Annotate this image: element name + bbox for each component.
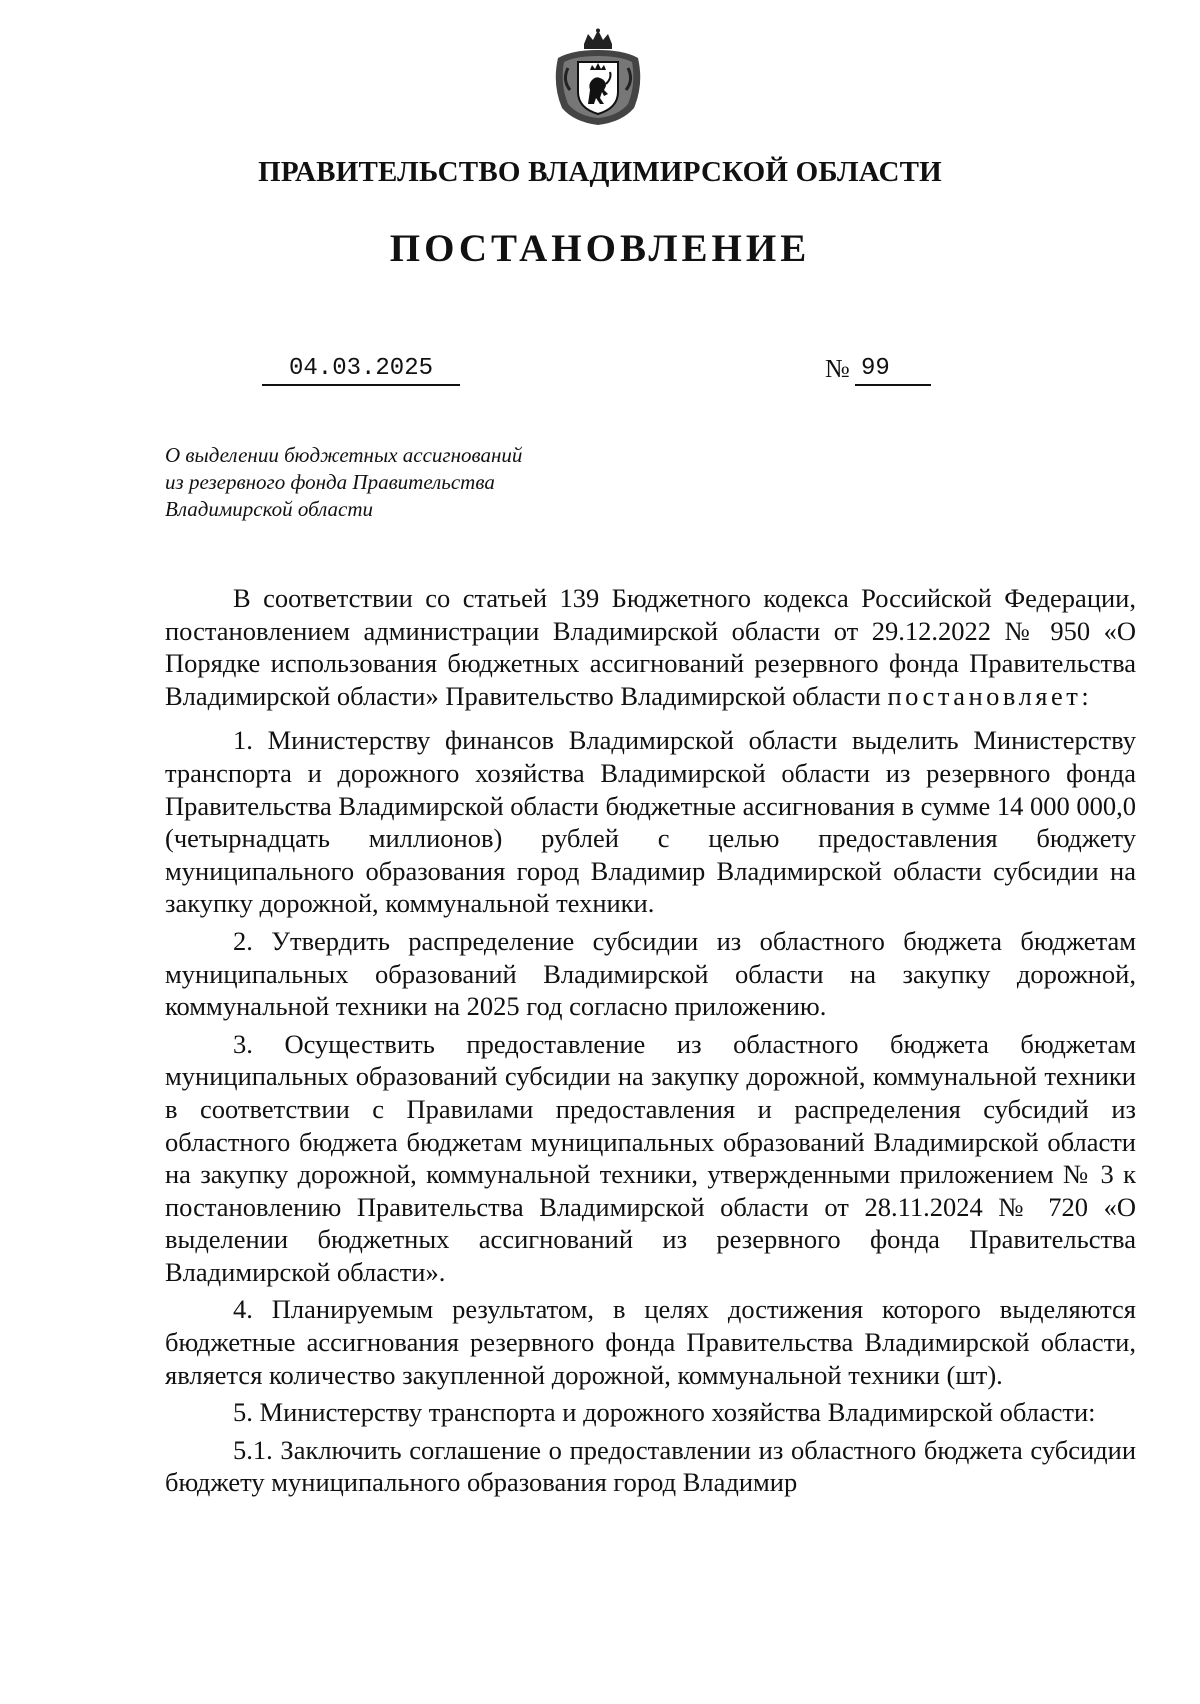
paragraph-3: 3. Осуществить предоставление из областного бюджета бюджетам муниципальных образований субсидии на закупку дорожной, коммунальной техники в соответствии с Правилами предоставления и распределения субсидий из областного бюджета бюджетам муниципальных образований Владимирской области на закупку дорожной, коммунальной техники, утвержденными приложением № 3 к постановлению Правительства Владимирской области от 28.11.2024 № 720 «О выделении бюджетных ассигнований из резервного фонда Правительства Владимирской области». <box>165 1028 1136 1287</box>
preamble-text: В соответствии со статьей 139 Бюджетного кодекса Российской Федерации, постановлением администрации Владимирской области от 29.12.2022 № 950 «О Порядке использования бюджетных ассигнований резервного фонда Правительства Владимирской области» Правительство Владимирской области <box>165 583 1136 711</box>
document-body <box>165 582 1136 1504</box>
document-number: 99 <box>855 354 931 386</box>
decree-word: постановляет: <box>887 680 1093 711</box>
number-label: № <box>825 354 850 383</box>
paragraph-1: 1. Министерству финансов Владимирской области выделить Министерству транспорта и дорожного хозяйства Владимирской области из резервного фонда Правительства Владимирской области бюджетные ассигнования в сумме 14 000 000,0 (четырнадцать миллионов) рублей с целью предоставления бюджету муниципального образования город Владимир Владимирской области субсидии на закупку дорожной, коммунальной техники. <box>165 725 1136 919</box>
subject-line: Владимирской области <box>165 497 374 521</box>
paragraph-5-1: 5.1. Заключить соглашение о предоставлении из областного бюджета субсидии бюджету муниципального образования город Владимир <box>165 1434 1136 1498</box>
subject-line: О выделении бюджетных ассигнований <box>165 443 523 467</box>
document-type-heading: ПОСТАНОВЛЕНИЕ <box>389 227 811 270</box>
subject-line: из резервного фонда Правительства <box>165 470 495 494</box>
preamble-paragraph <box>165 582 1136 712</box>
coat-of-arms-icon <box>544 28 652 128</box>
document-date: 04.03.2025 <box>262 354 460 386</box>
organization-title: ПРАВИТЕЛЬСТВО ВЛАДИМИРСКОЙ ОБЛАСТИ <box>258 156 942 188</box>
document-subject <box>165 442 522 523</box>
paragraph-5: 5. Министерству транспорта и дорожного хозяйства Владимирской области: <box>233 1397 1096 1428</box>
paragraph-2: 2. Утвердить распределение субсидии из областного бюджета бюджетам муниципальных образований Владимирской области на закупку дорожной, коммунальной техники на 2025 год согласно приложению. <box>165 925 1136 1022</box>
paragraph-4: 4. Планируемым результатом, в целях достижения которого выделяются бюджетные ассигнования резервного фонда Правительства Владимирской области, является количество закупленной дорожной, коммунальной техники (шт). <box>165 1294 1136 1390</box>
